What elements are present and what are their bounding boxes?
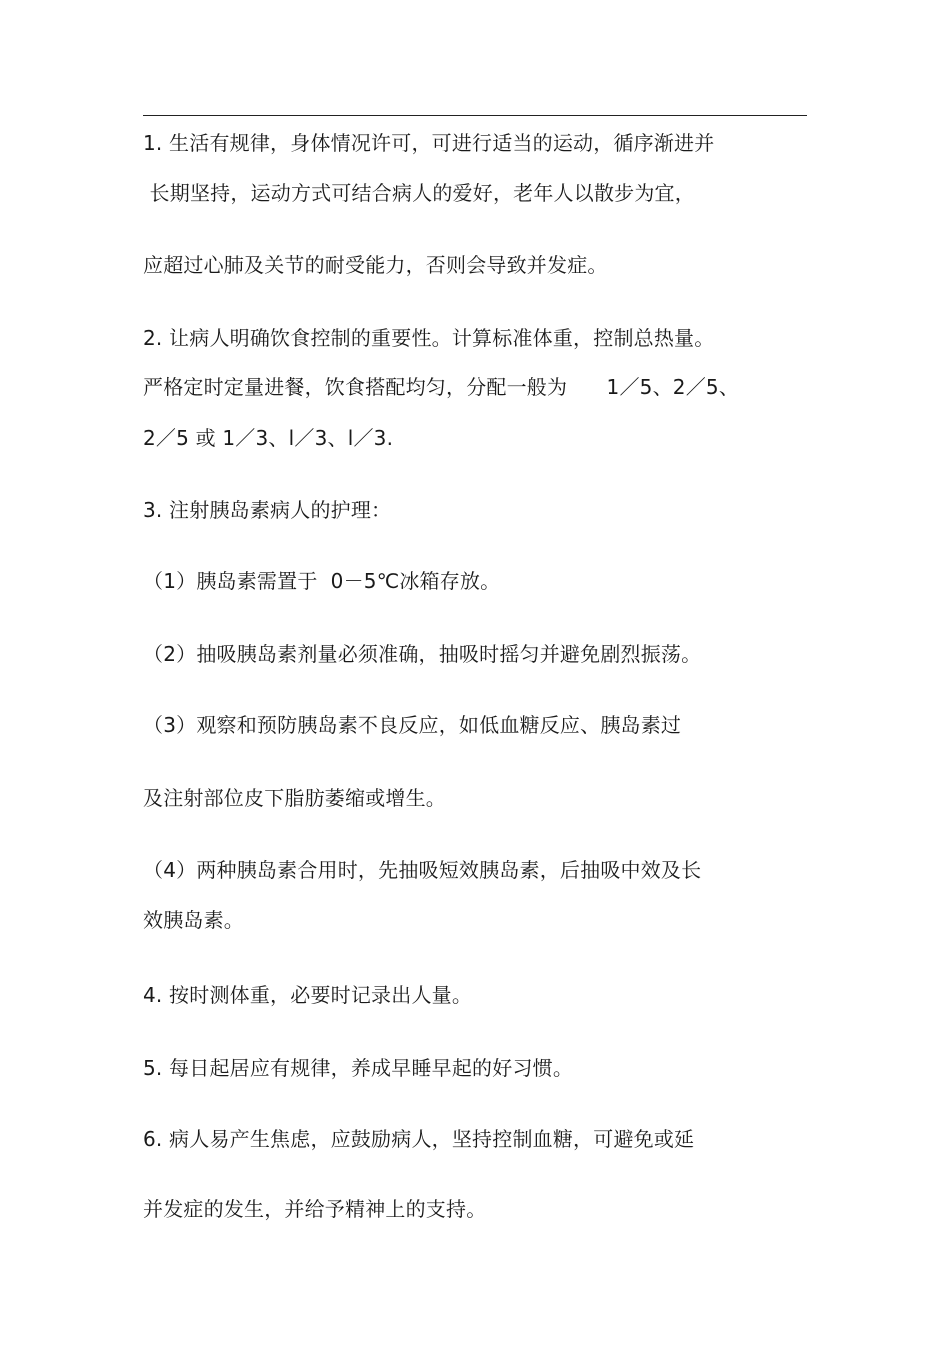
text-line: 效胰岛素。 [143, 908, 244, 932]
text-line: 3. 注射胰岛素病人的护理： [143, 498, 392, 522]
text-line: 4. 按时测体重，必要时记录出人量。 [143, 983, 473, 1007]
text-line: （4）两种胰岛素合用时，先抽吸短效胰岛素，后抽吸中效及长 [143, 858, 702, 882]
text-line: 长期坚持，运动方式可结合病人的爱好，老年人以散步为宜， [143, 181, 695, 205]
text-line: 应超过心肺及关节的耐受能力，否则会导致并发症。 [143, 253, 608, 277]
text-line: 6. 病人易产生焦虑，应鼓励病人，坚持控制血糖，可避免或延 [143, 1127, 695, 1151]
text-line: 1. 生活有规律，身体情况许可，可进行适当的运动，循序渐进并 [143, 131, 715, 155]
text-line: 及注射部位皮下脂肪萎缩或增生。 [143, 786, 446, 810]
text-line: 并发症的发生，并给予精神上的支持。 [143, 1197, 487, 1221]
top-divider [143, 115, 807, 116]
text-line: （2）抽吸胰岛素剂量必须准确，抽吸时摇匀并避免剧烈振荡。 [143, 642, 702, 666]
text-line: 严格定时定量进餐，饮食搭配均匀，分配一般为 1／5、2／5、 [143, 375, 740, 399]
text-line: 2. 让病人明确饮食控制的重要性。计算标准体重，控制总热量。 [143, 326, 715, 350]
text-line: （3）观察和预防胰岛素不良反应，如低血糖反应、胰岛素过 [143, 713, 682, 737]
text-line: （1）胰岛素需置于 0－5℃冰箱存放。 [143, 569, 501, 593]
text-line: 5. 每日起居应有规律，养成早睡早起的好习惯。 [143, 1056, 574, 1080]
text-line: 2／5 或 1／3、l／3、l／3. [143, 426, 394, 450]
